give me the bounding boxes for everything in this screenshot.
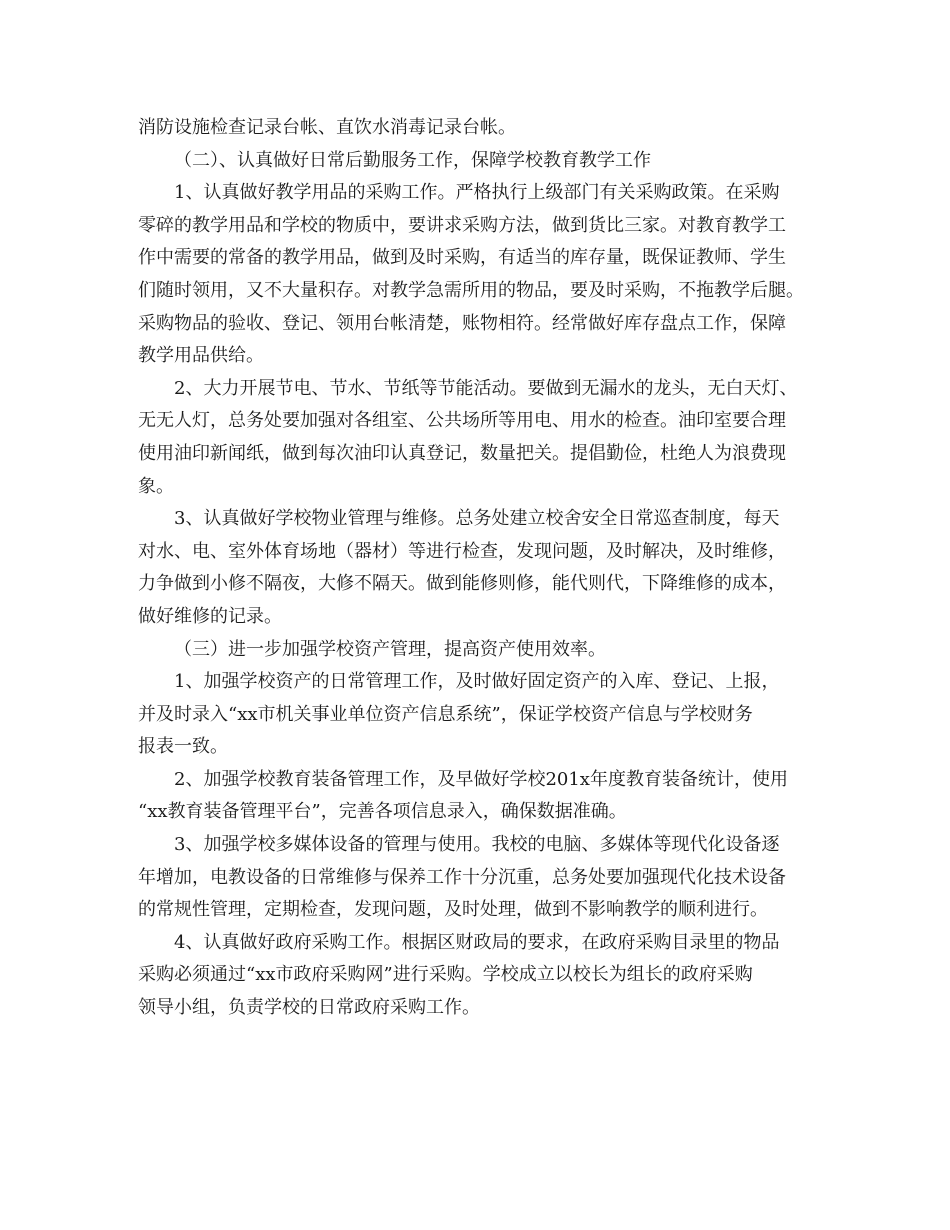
text-line: 2、大力开展节电、节水、节纸等节能活动。要做到无漏水的龙头，无白天灯、 [174, 377, 798, 399]
text-line: 4、认真做好政府采购工作。根据区财政局的要求，在政府采购目录里的物品 [174, 931, 780, 953]
text-line: 消防设施检查记录台帐、直饮水消毒记录台帐。 [138, 117, 516, 138]
text-line: 的常规性管理，定期检查，发现问题，及时处理，做到不影响教学的顺利进行。 [138, 899, 768, 921]
text-line: 教学用品供给。 [138, 345, 264, 367]
text-line: 无无人灯，总务处要加强对各组室、公共场所等用电、用水的检查。油印室要合理 [138, 410, 786, 432]
text-line: 年增加，电教设备的日常维修与保养工作十分沉重，总务处要加强现代化技术设备 [138, 866, 786, 888]
text-line: 2、加强学校教育装备管理工作，及早做好学校201x年度教育装备统计，使用 [174, 768, 788, 790]
text-line: 象。 [138, 475, 174, 497]
text-line: 并及时录入“xx市机关事业单位资产信息系统”，保证学校资产信息与学校财务 [138, 703, 753, 725]
text-line: 零碎的教学用品和学校的物质中，要讲求采购方法，做到货比三家。对教育教学工 [138, 214, 786, 236]
text-line: 1、认真做好教学用品的采购工作。严格执行上级部门有关采购政策。在采购 [174, 182, 780, 204]
text-line: 领导小组，负责学校的日常政府采购工作。 [138, 997, 480, 1019]
document-body [138, 112, 828, 1025]
text-line: 作中需要的常备的教学用品，做到及时采购，有适当的库存量，既保证教师、学生 [138, 247, 786, 269]
text-line: （二）、认真做好日常后勤服务工作，保障学校教育教学工作 [174, 149, 651, 171]
text-line: 使用油印新闻纸，做到每次油印认真登记，数量把关。提倡勤俭，杜绝人为浪费现 [138, 442, 786, 464]
text-line: 们随时领用，又不大量积存。对教学急需所用的物品，要及时采购，不拖教学后腿。 [138, 279, 804, 301]
text-line: 力争做到小修不隔夜，大修不隔天。做到能修则修，能代则代，下降维修的成本， [138, 573, 786, 595]
text-line: 对水、电、室外体育场地（器材）等进行检查，发现问题，及时解决，及时维修， [138, 540, 786, 562]
text-line: 3、认真做好学校物业管理与维修。总务处建立校舍安全日常巡查制度，每天 [174, 508, 780, 530]
text-line: 3、加强学校多媒体设备的管理与使用。我校的电脑、多媒体等现代化设备逐 [174, 834, 780, 856]
text-line: 1、加强学校资产的日常管理工作，及时做好固定资产的入库、登记、上报， [174, 671, 780, 693]
text-line: （三）进一步加强学校资产管理，提高资产使用效率。 [174, 638, 606, 660]
text-line: 报表一致。 [138, 736, 228, 758]
text-line: 采购物品的验收、登记、领用台帐清楚，账物相符。经常做好库存盘点工作，保障 [138, 312, 786, 334]
text-line: 采购必须通过“xx市政府采购网”进行采购。学校成立以校长为组长的政府采购 [138, 964, 753, 986]
text-line: “xx教育装备管理平台”，完善各项信息录入，确保数据准确。 [138, 801, 627, 823]
text-line: 做好维修的记录。 [138, 605, 282, 627]
